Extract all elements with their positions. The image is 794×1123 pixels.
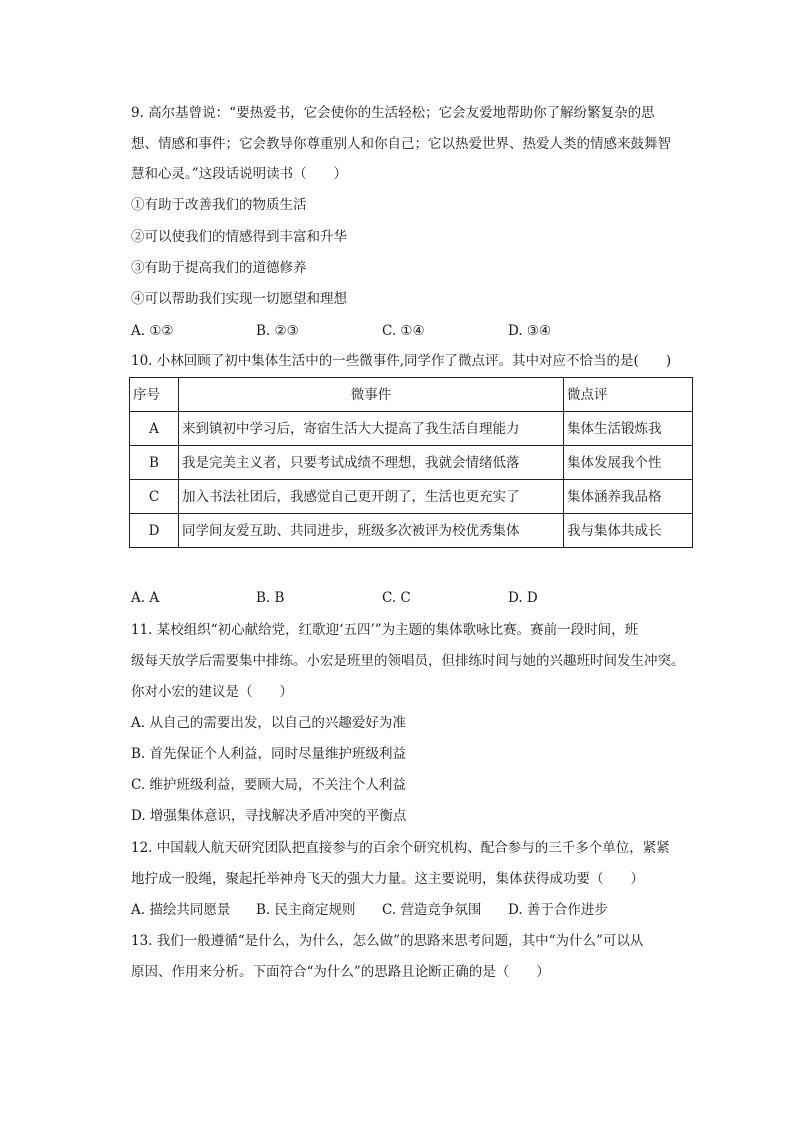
q12-option-b[interactable]: B. 民主商定规则: [256, 902, 356, 918]
row-comment: 集体生活锻炼我: [564, 412, 693, 446]
row-event: 加入书法社团后，我感觉自己更开朗了，生活也更充实了: [179, 480, 564, 514]
q11-option-b[interactable]: B. 首先保证个人利益，同时尽量维护班级利益: [131, 746, 407, 762]
q9-stem-line-3: 慧和心灵。”这段话说明读书（ ）: [131, 166, 348, 182]
q12-option-a[interactable]: A. 描绘共同愿景: [131, 902, 231, 918]
table-row: [130, 480, 693, 514]
q12-stem-line-1: 12. 中国载人航天研究团队把直接参与的百余个研究机构、配合参与的三千多个单位，紧紧: [131, 840, 670, 856]
q9-option-c[interactable]: C. ①④: [382, 323, 425, 339]
row-label: D: [130, 514, 179, 548]
q13-stem-line-1: 13. 我们一般遵循“是什么，为什么，怎么做”的思路来思考问题，其中“为什么”可以从: [131, 933, 644, 949]
row-label: A: [130, 412, 179, 446]
table-header-row: [130, 378, 693, 412]
q9-statement-3: ③有助于提高我们的道德修养: [131, 260, 307, 276]
row-comment: 集体发展我个性: [564, 446, 693, 480]
header-micro-comment: 微点评: [564, 378, 693, 412]
header-micro-event: 微事件: [179, 378, 564, 412]
row-label: B: [130, 446, 179, 480]
q10-option-d[interactable]: D. D: [508, 590, 538, 606]
q9-stem-line-2: 想、情感和事件；它会教导你尊重别人和你自己；它以热爱世界、热爱人类的情感来鼓舞智: [131, 136, 671, 152]
table-row: [130, 446, 693, 480]
q10-option-a[interactable]: A. A: [131, 590, 160, 606]
q10-option-c[interactable]: C. C: [382, 590, 411, 606]
q10-option-b[interactable]: B. B: [256, 590, 285, 606]
q12-option-d[interactable]: D. 善于合作进步: [508, 902, 608, 918]
row-event: 同学间友爱互助、共同进步，班级多次被评为校优秀集体: [179, 514, 564, 548]
q9-option-b[interactable]: B. ②③: [256, 323, 299, 339]
row-event: 来到镇初中学习后，寄宿生活大大提高了我生活自理能力: [179, 412, 564, 446]
q11-stem-line-1: 11. 某校组织“初心献给党，红歌迎‘五四’”为主题的集体歌咏比赛。赛前一段时间，班: [131, 622, 639, 638]
q9-statement-2: ②可以使我们的情感得到丰富和升华: [131, 229, 347, 245]
row-comment: 集体涵养我品格: [564, 480, 693, 514]
q9-statement-4: ④可以帮助我们实现一切愿望和理想: [131, 291, 347, 307]
header-number: 序号: [130, 378, 179, 412]
q10-table: [129, 377, 693, 548]
q12-option-c[interactable]: C. 营造竞争氛围: [382, 902, 482, 918]
q10-stem: 10. 小林回顾了初中集体生活中的一些微事件,同学作了微点评。其中对应不恰当的是( ): [131, 353, 672, 369]
q11-option-c[interactable]: C. 维护班级利益，要顾大局，不关注个人利益: [131, 777, 406, 793]
q11-stem-line-3: 你对小宏的建议是（ ）: [131, 684, 293, 700]
table-row: [130, 412, 693, 446]
row-comment: 我与集体共成长: [564, 514, 693, 548]
q9-stem-line-1: 9. 高尔基曾说：“要热爱书，它会使你的生活轻松；它会友爱地帮助你了解纷繁复杂的思: [131, 105, 655, 121]
q9-statement-1: ①有助于改善我们的物质生活: [131, 197, 307, 213]
q11-option-d[interactable]: D. 增强集体意识，寻找解决矛盾冲突的平衡点: [131, 808, 407, 824]
q11-option-a[interactable]: A. 从自己的需要出发，以自己的兴趣爱好为准: [131, 715, 406, 731]
q13-stem-line-2: 原因、作用来分析。下面符合“为什么”的思路且论断正确的是（ ）: [131, 964, 550, 980]
table-row: [130, 514, 693, 548]
q11-stem-line-2: 级每天放学后需要集中排练。小宏是班里的领唱员，但排练时间与她的兴趣班时间发生冲突。: [131, 653, 685, 669]
row-label: C: [130, 480, 179, 514]
q9-option-d[interactable]: D. ③④: [508, 323, 552, 339]
q12-stem-line-2: 地拧成一股绳，聚起托举神舟飞天的强大力量。这主要说明，集体获得成功要（ ）: [131, 871, 644, 887]
row-event: 我是完美主义者，只要考试成绩不理想，我就会情绪低落: [179, 446, 564, 480]
q9-option-a[interactable]: A. ①②: [131, 323, 174, 339]
